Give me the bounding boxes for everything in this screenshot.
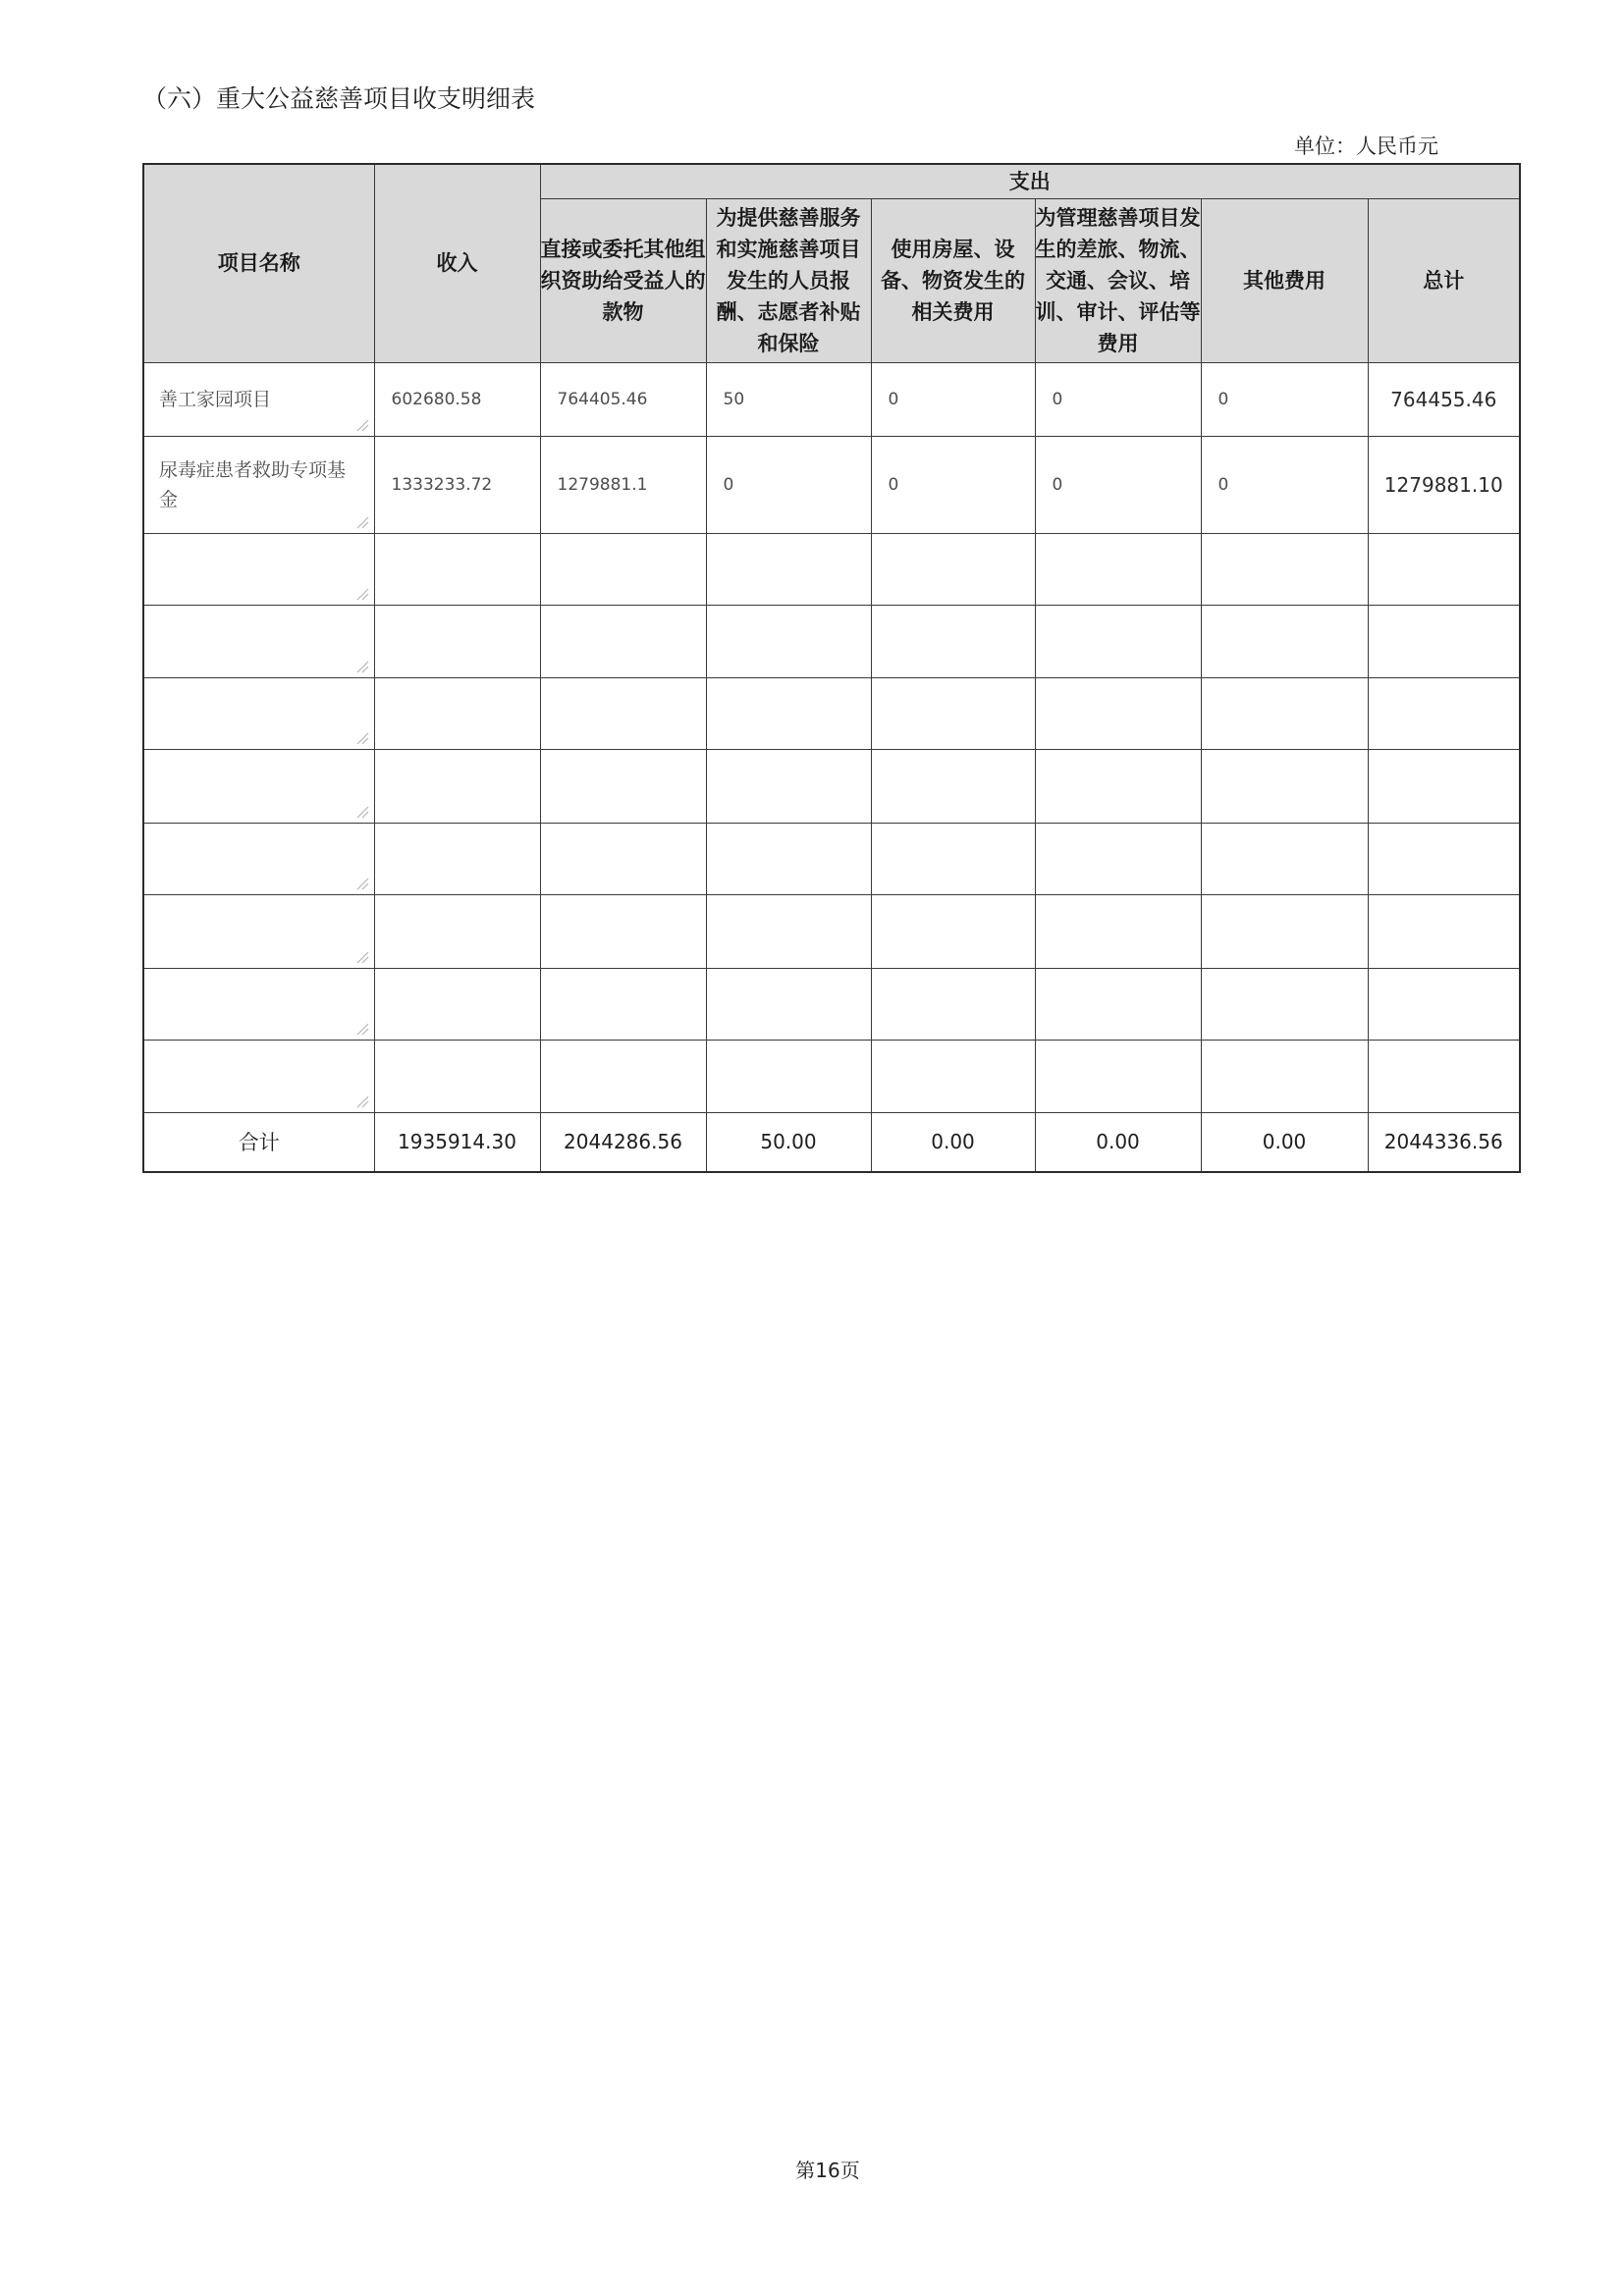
project-name-cell — [143, 823, 374, 894]
personnel-cost-cell — [706, 677, 871, 749]
facility-cost-cell — [871, 605, 1035, 677]
other-cost-cell — [1201, 1040, 1368, 1112]
header-income: 收入 — [374, 164, 540, 362]
empty-table-row — [143, 605, 1520, 677]
project-name-cell — [143, 533, 374, 605]
table-row — [143, 362, 1520, 436]
total-row — [143, 1112, 1520, 1172]
other-cost-cell — [1201, 533, 1368, 605]
management-cost-cell — [1035, 749, 1201, 823]
total-cell — [1368, 749, 1520, 823]
total-management-cost-cell: 0.00 — [1035, 1112, 1201, 1172]
grand-total-cell: 2044336.56 — [1368, 1112, 1520, 1172]
total-cell — [1368, 677, 1520, 749]
header-expenditure: 支出 — [540, 164, 1520, 198]
total-cell — [1368, 823, 1520, 894]
management-cost-cell — [1035, 677, 1201, 749]
project-name-cell — [143, 968, 374, 1040]
total-cell — [1368, 533, 1520, 605]
income-cell — [374, 968, 540, 1040]
management-cost-cell: 0 — [1035, 362, 1201, 436]
income-cell: 602680.58 — [374, 362, 540, 436]
resize-handle-icon — [355, 731, 369, 745]
personnel-cost-cell — [706, 749, 871, 823]
empty-table-row — [143, 677, 1520, 749]
personnel-cost-cell: 0 — [706, 436, 871, 533]
resize-handle-icon — [355, 515, 369, 529]
header-management-cost: 为管理慈善项目发生的差旅、物流、交通、会议、培训、审计、评估等费用 — [1035, 198, 1201, 362]
other-cost-cell — [1201, 605, 1368, 677]
personnel-cost-cell — [706, 605, 871, 677]
project-name-cell — [143, 362, 374, 436]
total-cell: 1279881.10 — [1368, 436, 1520, 533]
header-other-cost: 其他费用 — [1201, 198, 1368, 362]
other-cost-cell: 0 — [1201, 362, 1368, 436]
direct-aid-cell: 1279881.1 — [540, 436, 706, 533]
income-cell — [374, 823, 540, 894]
project-name-cell — [143, 677, 374, 749]
total-cell — [1368, 1040, 1520, 1112]
direct-aid-cell — [540, 533, 706, 605]
project-name-cell — [143, 749, 374, 823]
other-cost-cell: 0 — [1201, 436, 1368, 533]
empty-table-row — [143, 823, 1520, 894]
total-cell — [1368, 894, 1520, 968]
personnel-cost-cell — [706, 894, 871, 968]
total-other-cost-cell: 0.00 — [1201, 1112, 1368, 1172]
direct-aid-cell — [540, 968, 706, 1040]
total-income-cell: 1935914.30 — [374, 1112, 540, 1172]
income-cell — [374, 1040, 540, 1112]
income-cell: 1333233.72 — [374, 436, 540, 533]
management-cost-cell — [1035, 605, 1201, 677]
header-row — [143, 164, 1520, 198]
resize-handle-icon — [355, 418, 369, 432]
direct-aid-cell — [540, 823, 706, 894]
empty-table-row — [143, 749, 1520, 823]
header-personnel-cost: 为提供慈善服务和实施慈善项目发生的人员报酬、志愿者补贴和保险 — [706, 198, 871, 362]
resize-handle-icon — [355, 1095, 369, 1108]
total-facility-cost-cell: 0.00 — [871, 1112, 1035, 1172]
management-cost-cell — [1035, 894, 1201, 968]
project-name-cell — [143, 436, 374, 533]
facility-cost-cell — [871, 968, 1035, 1040]
empty-table-row — [143, 968, 1520, 1040]
facility-cost-cell — [871, 749, 1035, 823]
other-cost-cell — [1201, 677, 1368, 749]
page-number: 第16页 — [795, 2159, 860, 2182]
personnel-cost-cell — [706, 823, 871, 894]
total-personnel-cost-cell: 50.00 — [706, 1112, 871, 1172]
direct-aid-cell — [540, 749, 706, 823]
project-name-text: 善工家园项目 — [159, 388, 272, 410]
total-cell — [1368, 968, 1520, 1040]
empty-table-row — [143, 1040, 1520, 1112]
total-direct-aid-cell: 2044286.56 — [540, 1112, 706, 1172]
facility-cost-cell — [871, 533, 1035, 605]
other-cost-cell — [1201, 894, 1368, 968]
total-cell — [1368, 605, 1520, 677]
other-cost-cell — [1201, 823, 1368, 894]
other-cost-cell — [1201, 968, 1368, 1040]
facility-cost-cell — [871, 1040, 1035, 1112]
direct-aid-cell — [540, 605, 706, 677]
direct-aid-cell — [540, 677, 706, 749]
direct-aid-cell — [540, 1040, 706, 1112]
other-cost-cell — [1201, 749, 1368, 823]
facility-cost-cell — [871, 894, 1035, 968]
management-cost-cell — [1035, 533, 1201, 605]
direct-aid-cell: 764405.46 — [540, 362, 706, 436]
personnel-cost-cell: 50 — [706, 362, 871, 436]
total-cell: 764455.46 — [1368, 362, 1520, 436]
facility-cost-cell: 0 — [871, 362, 1035, 436]
facility-cost-cell: 0 — [871, 436, 1035, 533]
personnel-cost-cell — [706, 968, 871, 1040]
resize-handle-icon — [355, 587, 369, 601]
resize-handle-icon — [355, 805, 369, 819]
empty-table-row — [143, 533, 1520, 605]
facility-cost-cell — [871, 823, 1035, 894]
management-cost-cell — [1035, 1040, 1201, 1112]
resize-handle-icon — [355, 660, 369, 673]
personnel-cost-cell — [706, 1040, 871, 1112]
income-cell — [374, 894, 540, 968]
resize-handle-icon — [355, 877, 369, 890]
header-total: 总计 — [1368, 198, 1520, 362]
management-cost-cell — [1035, 968, 1201, 1040]
direct-aid-cell — [540, 894, 706, 968]
project-name-cell — [143, 1040, 374, 1112]
income-cell — [374, 605, 540, 677]
project-name-text: 尿毒症患者救助专项基金 — [159, 458, 347, 510]
resize-handle-icon — [355, 1022, 369, 1036]
management-cost-cell: 0 — [1035, 436, 1201, 533]
management-cost-cell — [1035, 823, 1201, 894]
facility-cost-cell — [871, 677, 1035, 749]
header-direct-aid: 直接或委托其他组织资助给受益人的款物 — [540, 198, 706, 362]
income-cell — [374, 533, 540, 605]
header-project-name: 项目名称 — [143, 164, 374, 362]
income-cell — [374, 749, 540, 823]
personnel-cost-cell — [706, 533, 871, 605]
empty-table-row — [143, 894, 1520, 968]
resize-handle-icon — [355, 950, 369, 964]
table-row — [143, 436, 1520, 533]
income-cell — [374, 677, 540, 749]
project-name-cell — [143, 605, 374, 677]
section-title: （六）重大公益慈善项目收支明细表 — [142, 84, 536, 113]
currency-unit-label: 单位：人民币元 — [1294, 134, 1438, 158]
charity-project-income-expense-table — [142, 163, 1521, 1173]
project-name-cell — [143, 894, 374, 968]
total-row-label: 合计 — [143, 1112, 374, 1172]
header-facility-cost: 使用房屋、设备、物资发生的相关费用 — [871, 198, 1035, 362]
